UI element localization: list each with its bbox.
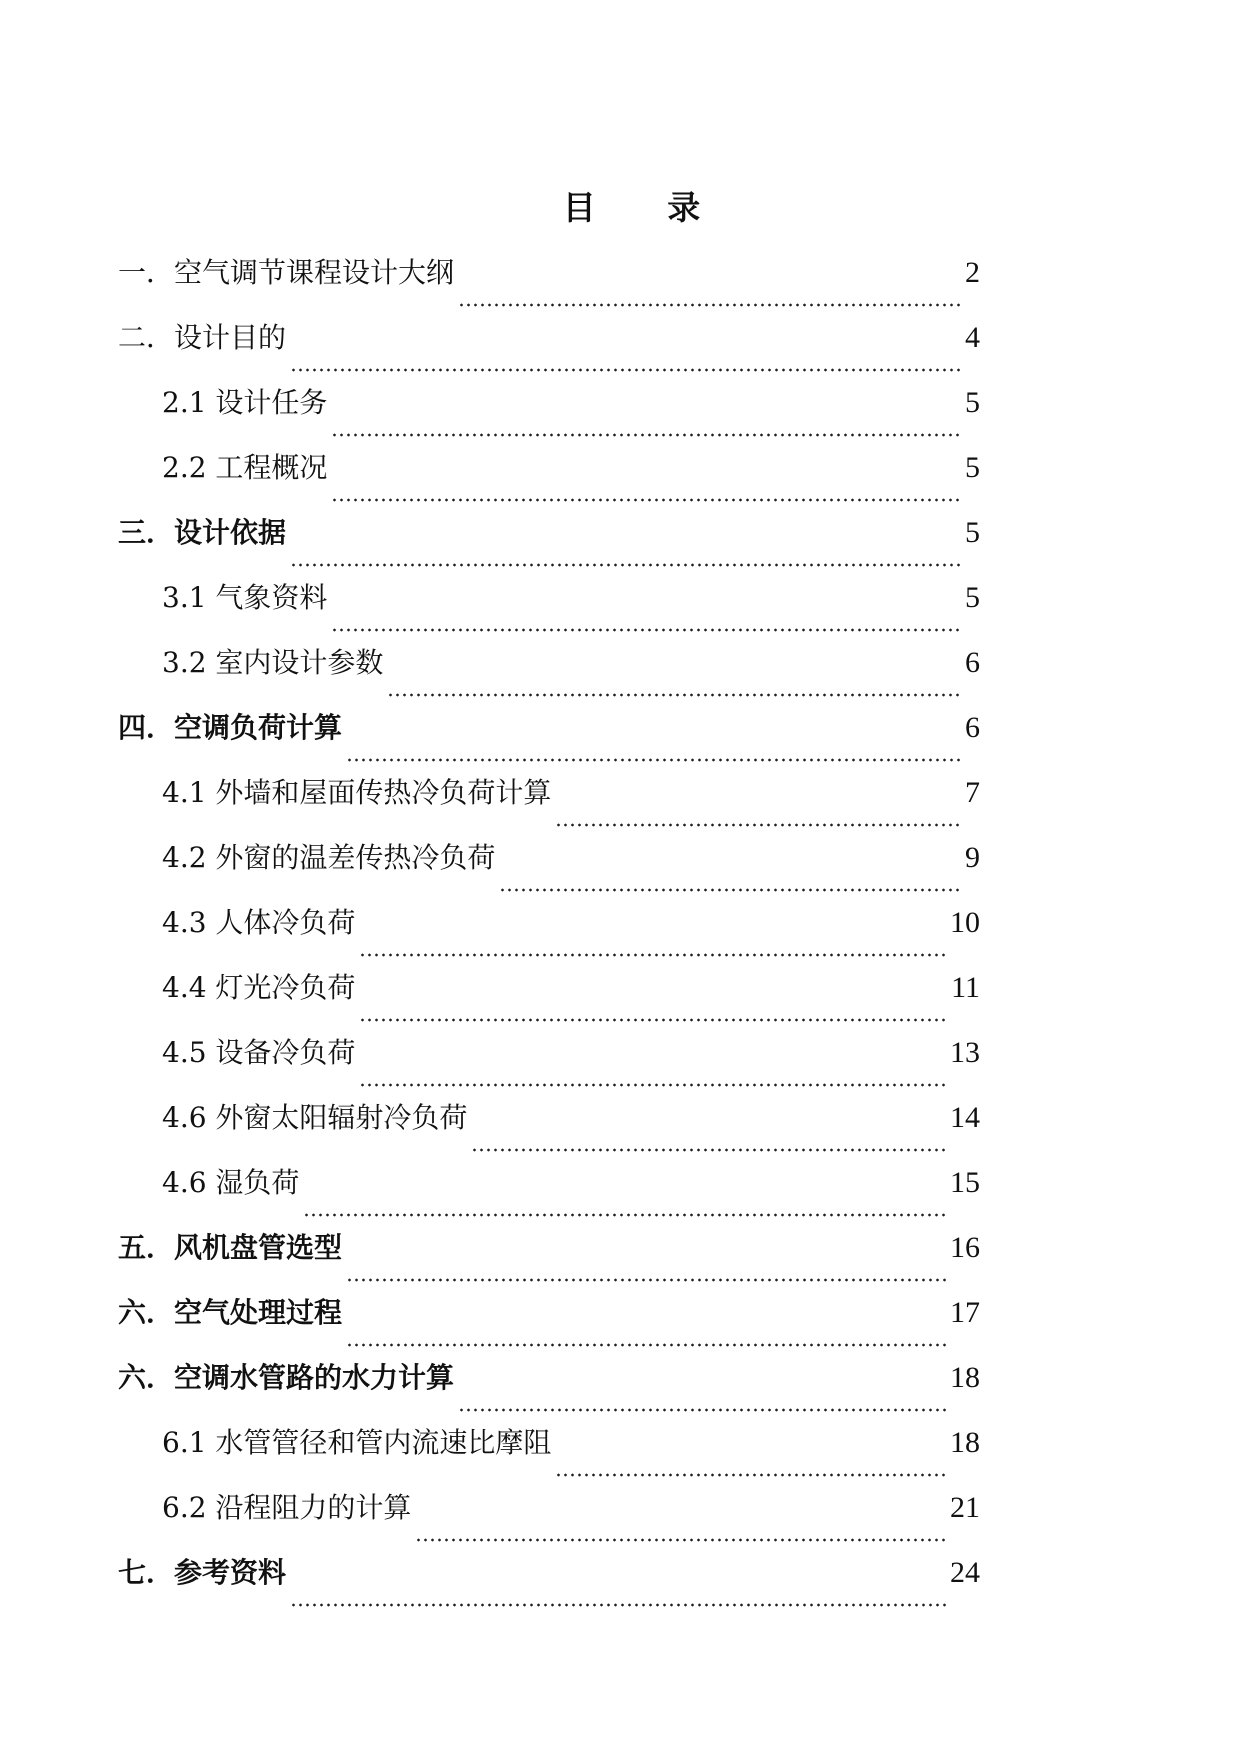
- toc-title: 目 录: [562, 188, 731, 227]
- toc-dot-leader: [346, 1253, 948, 1283]
- toc-entry-text: 3.2 室内设计参数: [162, 646, 384, 679]
- toc-entry-text: 2.2 工程概况: [162, 451, 328, 484]
- toc-dot-leader: [458, 278, 963, 308]
- toc-dot-leader: [555, 798, 963, 828]
- toc-entry[interactable]: [118, 968, 980, 1033]
- toc-entry-text: 一．空气调节课程设计大纲: [118, 256, 455, 289]
- toc-entry[interactable]: [118, 383, 980, 448]
- toc-entry-text: 4.6 外窗太阳辐射冷负荷: [162, 1101, 468, 1134]
- toc-entry[interactable]: [118, 1488, 980, 1553]
- toc-entry-page-number: 15: [950, 1166, 980, 1199]
- toc-entry-text: 三．设计依据: [118, 516, 287, 549]
- toc-entry-page-number: 11: [951, 971, 980, 1004]
- toc-entry[interactable]: [118, 1293, 980, 1358]
- toc-entry-text: 六．空调水管路的水力计算: [118, 1361, 455, 1394]
- toc-entry-text: 4.5 设备冷负荷: [162, 1036, 356, 1069]
- toc-entry[interactable]: [118, 1553, 980, 1618]
- toc-entry-page-number: 14: [950, 1101, 980, 1134]
- toc-entry-page-number: 5: [965, 451, 980, 484]
- toc-dot-leader: [415, 1513, 948, 1543]
- toc-entry[interactable]: [118, 1098, 980, 1163]
- toc-entry[interactable]: [118, 318, 980, 383]
- toc-dot-leader: [331, 408, 963, 438]
- toc-entry[interactable]: [118, 838, 980, 903]
- toc-entry[interactable]: [118, 1358, 980, 1423]
- toc-entry[interactable]: [118, 708, 980, 773]
- toc-entry-page-number: 24: [950, 1556, 980, 1589]
- toc-entry-page-number: 4: [965, 321, 980, 354]
- toc-entry-page-number: 9: [965, 841, 980, 874]
- toc-entry-text: 七．参考资料: [118, 1556, 287, 1589]
- toc-entry[interactable]: [118, 448, 980, 513]
- toc-entry-text: 二．设计目的: [118, 321, 287, 354]
- toc-dot-leader: [499, 863, 963, 893]
- toc-entry-page-number: 13: [950, 1036, 980, 1069]
- toc-entry-text: 6.1 水管管径和管内流速比摩阻: [162, 1426, 552, 1459]
- toc-entry-page-number: 6: [965, 646, 980, 679]
- toc-entry[interactable]: [118, 1423, 980, 1488]
- toc-entry-page-number: 16: [950, 1231, 980, 1264]
- toc-dot-leader: [331, 603, 963, 633]
- toc-entry-page-number: 5: [965, 516, 980, 549]
- toc-entry-text: 五．风机盘管选型: [118, 1231, 343, 1264]
- toc-dot-leader: [387, 668, 963, 698]
- toc-entry-page-number: 5: [965, 386, 980, 419]
- toc-entry-page-number: 18: [950, 1426, 980, 1459]
- toc-entry-page-number: 5: [965, 581, 980, 614]
- toc-dot-leader: [290, 1578, 948, 1608]
- toc-dot-leader: [359, 928, 948, 958]
- toc-dot-leader: [290, 538, 963, 568]
- toc-entry-page-number: 7: [965, 776, 980, 809]
- toc-list: [118, 253, 980, 1618]
- toc-dot-leader: [471, 1123, 948, 1153]
- toc-dot-leader: [346, 1318, 948, 1348]
- toc-entry-text: 4.4 灯光冷负荷: [162, 971, 356, 1004]
- toc-dot-leader: [346, 733, 963, 763]
- toc-dot-leader: [331, 473, 963, 503]
- toc-entry[interactable]: [118, 1163, 980, 1228]
- toc-entry[interactable]: [118, 643, 980, 708]
- toc-entry[interactable]: [118, 513, 980, 578]
- toc-entry-text: 六．空气处理过程: [118, 1296, 343, 1329]
- toc-entry-text: 4.6 湿负荷: [162, 1166, 300, 1199]
- toc-entry[interactable]: [118, 578, 980, 643]
- toc-dot-leader: [359, 993, 949, 1023]
- toc-entry-page-number: 17: [950, 1296, 980, 1329]
- toc-dot-leader: [303, 1188, 948, 1218]
- toc-entry[interactable]: [118, 253, 980, 318]
- toc-entry-text: 6.2 沿程阻力的计算: [162, 1491, 412, 1524]
- toc-entry[interactable]: [118, 773, 980, 838]
- toc-entry-page-number: 18: [950, 1361, 980, 1394]
- toc-entry-text: 四．空调负荷计算: [118, 711, 343, 744]
- toc-entry-text: 4.2 外窗的温差传热冷负荷: [162, 841, 496, 874]
- toc-entry-page-number: 21: [950, 1491, 980, 1524]
- toc-entry-page-number: 10: [950, 906, 980, 939]
- toc-entry-page-number: 2: [965, 256, 980, 289]
- toc-entry-text: 4.1 外墙和屋面传热冷负荷计算: [162, 776, 552, 809]
- toc-dot-leader: [458, 1383, 948, 1413]
- toc-dot-leader: [359, 1058, 948, 1088]
- toc-entry[interactable]: [118, 1228, 980, 1293]
- toc-dot-leader: [555, 1448, 948, 1478]
- toc-entry-page-number: 6: [965, 711, 980, 744]
- toc-entry-text: 2.1 设计任务: [162, 386, 328, 419]
- toc-entry[interactable]: [118, 903, 980, 968]
- toc-entry[interactable]: [118, 1033, 980, 1098]
- toc-entry-text: 3.1 气象资料: [162, 581, 328, 614]
- toc-entry-text: 4.3 人体冷负荷: [162, 906, 356, 939]
- toc-dot-leader: [290, 343, 963, 373]
